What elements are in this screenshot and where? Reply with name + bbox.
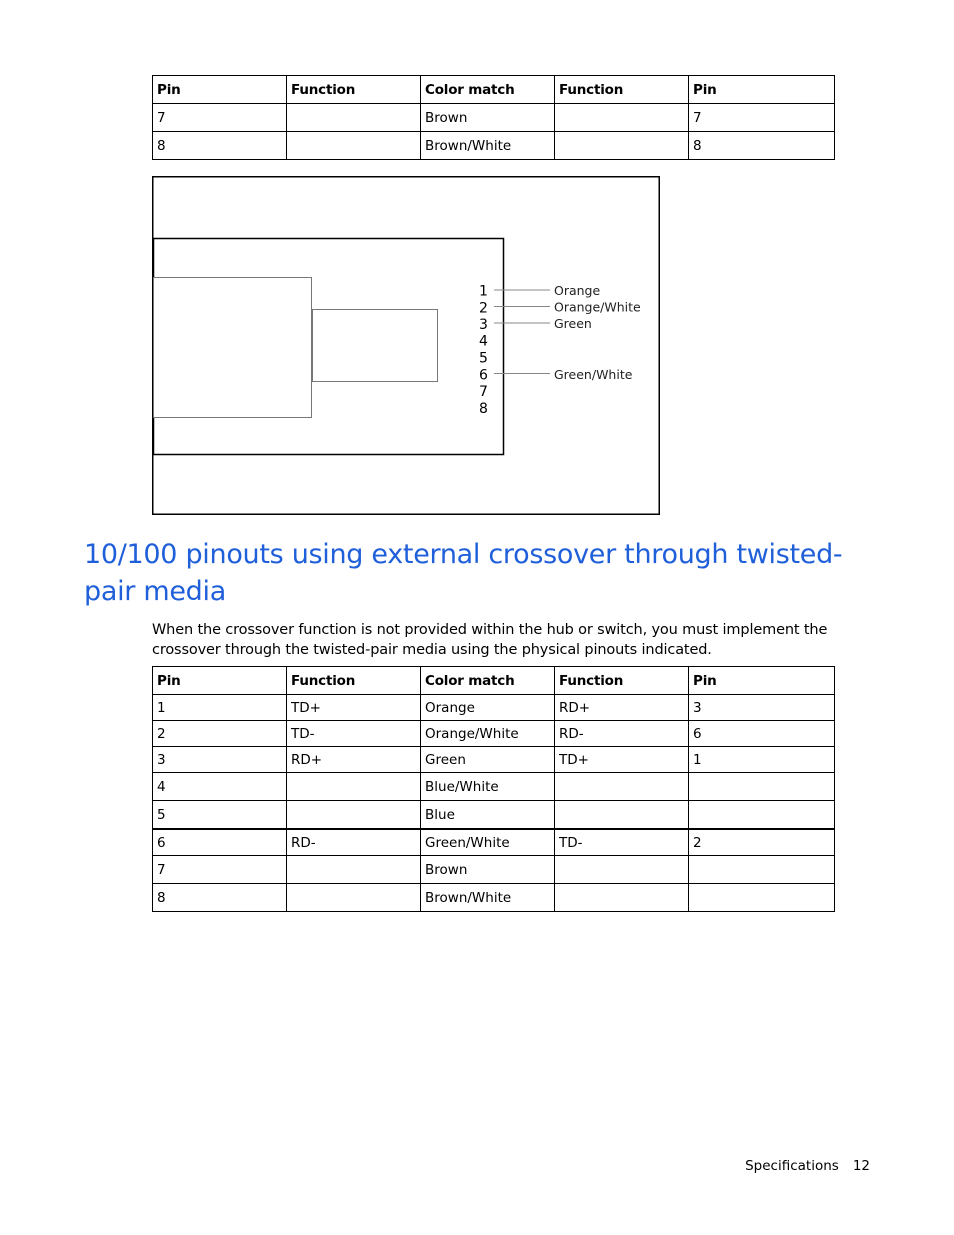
- wire-label-orange-white: Orange/White: [554, 299, 641, 315]
- table-cell: 8: [153, 884, 287, 912]
- header-function: Function: [555, 76, 689, 104]
- table-cell: [555, 801, 689, 830]
- wire-label-green: Green: [554, 316, 592, 331]
- section-body-text: When the crossover function is not provided within the hub or switch, you must implement the crossover through the twisted-pair media using the physical pinouts indicated.: [152, 622, 828, 658]
- table-cell: Blue: [421, 801, 555, 830]
- footer-section-name: Specifications: [745, 1158, 839, 1174]
- table-cell: Brown: [421, 104, 555, 132]
- table-cell: 7: [153, 856, 287, 884]
- table-cell: [287, 132, 421, 160]
- table-cell: 7: [153, 104, 287, 132]
- pin-number: 5: [479, 350, 488, 367]
- page-number: 12: [852, 1158, 870, 1174]
- header-function: Function: [555, 667, 689, 695]
- header-function: Function: [287, 667, 421, 695]
- header-color-match: Color match: [421, 76, 555, 104]
- table-cell: 4: [153, 773, 287, 801]
- header-pin: Pin: [153, 76, 287, 104]
- table-cell: 3: [689, 695, 835, 721]
- wire-label-orange: Orange: [554, 283, 601, 298]
- table-cell: 6: [689, 721, 835, 747]
- table-cell: RD-: [555, 721, 689, 747]
- table-cell: TD-: [555, 829, 689, 856]
- table-cell: [287, 884, 421, 912]
- header-pin: Pin: [689, 667, 835, 695]
- header-function: Function: [287, 76, 421, 104]
- table-cell: [689, 856, 835, 884]
- table-row: [153, 829, 835, 856]
- table-header-row: [153, 76, 835, 104]
- table-row: [153, 721, 835, 747]
- table-cell: [689, 801, 835, 830]
- table-cell: Blue/White: [421, 773, 555, 801]
- table-cell: TD+: [555, 747, 689, 773]
- pinout-table-continued: [152, 75, 835, 160]
- table-cell: TD+: [287, 695, 421, 721]
- pin-number: 7: [479, 384, 488, 400]
- table-row: [153, 104, 835, 132]
- table-row: [153, 132, 835, 160]
- table-cell: RD+: [287, 747, 421, 773]
- table-cell: 1: [689, 747, 835, 773]
- table-cell: [555, 856, 689, 884]
- table-cell: [287, 104, 421, 132]
- pin-number: 2: [479, 300, 488, 317]
- table-row: [153, 747, 835, 773]
- table-cell: RD-: [287, 829, 421, 856]
- table-cell: Orange: [421, 695, 555, 721]
- table-cell: 2: [689, 829, 835, 856]
- table-cell: 6: [153, 829, 287, 856]
- pin-number: 8: [479, 401, 488, 417]
- table-cell: [287, 773, 421, 801]
- table-cell: TD-: [287, 721, 421, 747]
- table-cell: [287, 801, 421, 830]
- table-cell: [287, 856, 421, 884]
- section-heading: 10/100 pinouts using external crossover through twisted-pair media: [84, 539, 843, 607]
- table-cell: [689, 884, 835, 912]
- pin-number: 4: [479, 333, 488, 350]
- table-cell: 1: [153, 695, 287, 721]
- table-cell: Brown/White: [421, 132, 555, 160]
- table-row: [153, 856, 835, 884]
- table-cell: Green/White: [421, 829, 555, 856]
- table-cell: 8: [689, 132, 835, 160]
- rj45-connector-diagram: [152, 176, 660, 515]
- table-cell: [555, 773, 689, 801]
- wire-label-green-white: Green/White: [554, 367, 633, 382]
- table-row: [153, 801, 835, 830]
- header-color-match: Color match: [421, 667, 555, 695]
- table-cell: Brown: [421, 856, 555, 884]
- table-cell: RD+: [555, 695, 689, 721]
- table-cell: [555, 132, 689, 160]
- table-cell: 3: [153, 747, 287, 773]
- crossover-pinout-table: [152, 666, 835, 912]
- page-footer: [745, 1158, 870, 1174]
- table-cell: 2: [153, 721, 287, 747]
- pin-number: 1: [479, 283, 488, 300]
- header-pin: Pin: [153, 667, 287, 695]
- table-cell: Brown/White: [421, 884, 555, 912]
- header-pin: Pin: [689, 76, 835, 104]
- table-row: [153, 884, 835, 912]
- table-cell: [555, 884, 689, 912]
- pin-number: 3: [479, 317, 488, 333]
- table-cell: 8: [153, 132, 287, 160]
- table-header-row: [153, 667, 835, 695]
- table-row: [153, 773, 835, 801]
- table-cell: [689, 773, 835, 801]
- table-cell: Green: [421, 747, 555, 773]
- connector-tab: [313, 310, 438, 382]
- table-cell: 7: [689, 104, 835, 132]
- table-cell: [555, 104, 689, 132]
- table-row: [153, 695, 835, 721]
- connector-housing: [154, 278, 312, 418]
- pin-number: 6: [479, 367, 488, 384]
- table-cell: 5: [153, 801, 287, 830]
- table-cell: Orange/White: [421, 721, 555, 747]
